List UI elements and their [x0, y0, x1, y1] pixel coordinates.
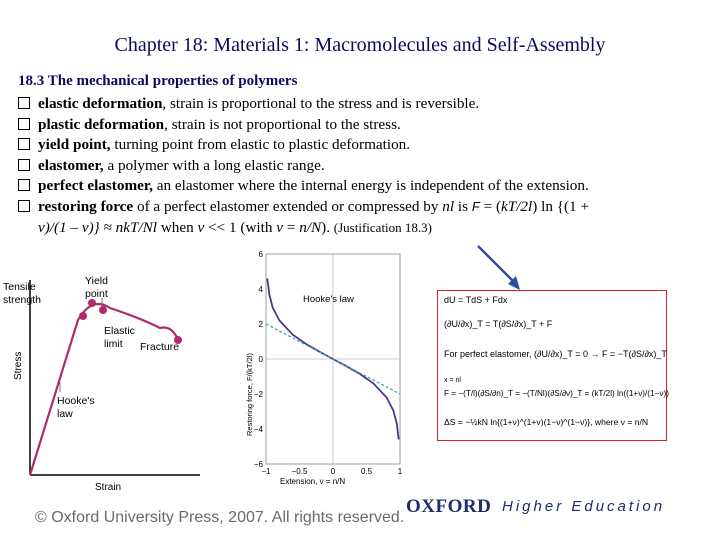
equation-4: F = −(T/l)(∂S/∂n)_T = −(T/Nl)(∂S/∂ν)_T = (kT/2l) ln((1+ν)/(1−ν)) — [444, 389, 669, 398]
fracture-label: Fracture — [140, 341, 180, 353]
term: restoring force — [38, 197, 134, 215]
x-axis-label: Extension, ν = n/N — [280, 477, 346, 486]
yield-point-marker — [99, 306, 107, 314]
term: yield point, — [38, 136, 111, 154]
checkbox-icon — [18, 138, 30, 150]
bullet-restoring-force-cont — [18, 218, 708, 239]
bullet-restoring-force — [18, 197, 708, 218]
y-tick-label: 0 — [258, 355, 263, 364]
text-run: kT/2l — [501, 197, 533, 215]
definition: an elastomer where the internal energy is independent of the extension. — [152, 177, 589, 195]
checkbox-icon — [18, 97, 30, 109]
justification-ref: (Justification 18.3) — [333, 219, 433, 235]
text-run: is — [454, 197, 472, 215]
text-run: nkT/Nl — [115, 218, 158, 236]
term: elastic deformation — [38, 95, 163, 112]
checkbox-icon — [18, 159, 30, 171]
equation-3: For perfect elastomer, (∂U/∂x)_T = 0 → F = −T(∂S/∂x)_T — [444, 349, 667, 359]
text-run: n/N — [299, 218, 322, 236]
elastic-limit-label: Elastic limit — [104, 325, 135, 350]
bullet-list — [18, 94, 708, 238]
equation-5: ΔS = −½kN ln{(1+ν)^(1+ν)(1−ν)^(1−ν)}, where ν = n/N — [444, 417, 649, 427]
text-run: v — [276, 218, 284, 236]
text-run: = — [283, 218, 300, 236]
definition: a polymer with a long elastic range. — [103, 156, 325, 174]
y-tick-label: −4 — [253, 425, 263, 434]
checkbox-icon — [18, 179, 30, 191]
bullet-yield-point — [18, 135, 708, 156]
term: perfect elastomer, — [38, 177, 153, 195]
definition: turning point from elastic to plastic deformation. — [110, 136, 411, 154]
text-run: v)/(1 – v)} ≈ — [38, 218, 116, 236]
equation-4-sub: x = nl — [444, 377, 461, 384]
y-axis-label: Restoring force, F/(kT/2l) — [245, 353, 254, 436]
text-run: ) ln {(1 + — [532, 197, 590, 215]
text-run: nl — [442, 197, 455, 215]
equation-1: dU = TdS + Fdx — [444, 295, 508, 305]
term: plastic deformation — [38, 115, 165, 133]
text-run: F — [471, 198, 480, 214]
x-tick-label: 1 — [397, 467, 403, 476]
text-run: of a perfect elastomer extended or compressed by — [133, 197, 443, 215]
bullet-perfect-elastomer — [18, 176, 708, 197]
bullet-elastic-deformation — [18, 94, 708, 115]
text-run: ). — [321, 218, 334, 236]
x-tick-label: −0.5 — [291, 467, 308, 476]
stress-strain-figure — [0, 270, 210, 495]
publisher-logo: OXFORD — [406, 496, 492, 517]
definition: , strain is proportional to the stress and is reversible. — [162, 95, 480, 112]
hookes-law-label: Hooke's law — [57, 395, 95, 420]
y-tick-label: −6 — [253, 460, 263, 469]
section-heading: 18.3 The mechanical properties of polymers — [18, 73, 298, 89]
text-run: when — [157, 218, 198, 236]
y-tick-label: −2 — [253, 390, 263, 399]
text-run: = ( — [479, 197, 502, 215]
restoring-force-chart — [228, 246, 408, 490]
publisher-subtitle: Higher Education — [502, 498, 666, 515]
definition: , strain is not proportional to the stress. — [164, 115, 401, 133]
derivation-box — [437, 290, 667, 441]
y-tick-label: 6 — [258, 250, 263, 259]
yield-point-label: Yield point — [85, 275, 108, 300]
tensile-strength-point — [88, 299, 96, 307]
x-tick-label: −1 — [261, 467, 271, 476]
pointer-arrow — [470, 240, 530, 295]
y-tick-label: 2 — [258, 320, 263, 329]
term: elastomer, — [38, 156, 104, 174]
text-run: << 1 (with — [204, 218, 277, 236]
hookes-law-annotation: Hooke's law — [303, 294, 354, 305]
tensile-strength-label: Tensile strength — [3, 281, 41, 306]
x-tick-label: 0.5 — [360, 467, 373, 476]
checkbox-icon — [18, 200, 30, 212]
strain-axis-label: Strain — [95, 482, 122, 493]
text-run: v — [197, 218, 205, 236]
y-tick-label: 4 — [258, 285, 263, 294]
equation-2: (∂U/∂x)_T = T(∂S/∂x)_T + F — [444, 319, 553, 329]
slide-title: Chapter 18: Materials 1: Macromolecules and Self-Assembly — [114, 34, 606, 56]
x-tick-label: 0 — [330, 467, 336, 476]
elastic-limit-point — [79, 312, 87, 320]
bullet-plastic-deformation — [18, 115, 708, 136]
stress-axis-label: Stress — [13, 351, 24, 380]
checkbox-icon — [18, 118, 30, 130]
copyright-footer: © Oxford University Press, 2007. All rights reserved. — [35, 509, 405, 526]
bullet-elastomer — [18, 156, 708, 177]
